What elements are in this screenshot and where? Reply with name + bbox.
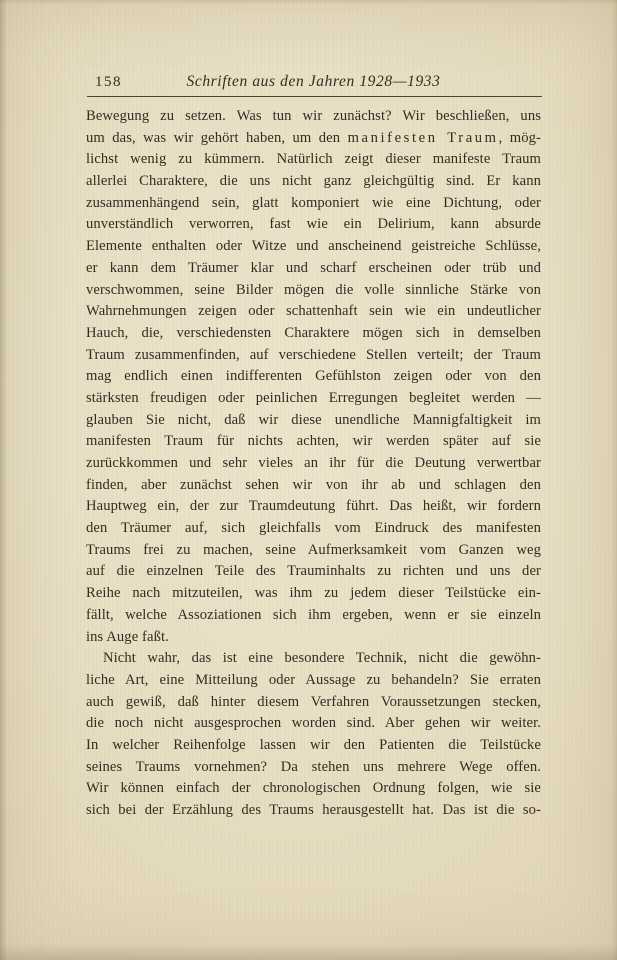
text-line: zusammenhängend sein, glatt komponiert wie eine Dichtung, oder [86,194,541,211]
text-line: er kann dem Träumer klar und scharf erscheinen oder trüb und [86,259,541,276]
text-line: die noch nicht ausgesprochen worden sind. Aber gehen wir weiter. [86,715,541,732]
text-line: verschwommen, seine Bilder mögen die volle sinnliche Stärke von [86,281,541,298]
page-text [86,106,541,822]
text-line: Nicht wahr, das ist eine besondere Technik, nicht die gewöhn- [103,650,541,667]
text-line: unverständlich verworren, fast wie ein Delirium, kann absurde [86,216,541,233]
page-number: 158 [95,74,122,90]
text-line: Hauptweg ein, der zur Traumdeutung führt. Das heißt, wir fordern [86,498,541,515]
text-line: In welcher Reihenfolge lassen wir den Patienten die Teilstücke [86,736,541,753]
text-line: Traums frei zu machen, seine Aufmerksamkeit vom Ganzen weg [86,541,541,558]
text-line: glauben Sie nicht, daß wir diese unendliche Mannigfaltigkeit im [86,411,541,428]
text-line: fällt, welche Assoziationen sich ihm ergeben, wenn er sie einzeln [86,606,541,623]
text-line: liche Art, eine Mitteilung oder Aussage zu behandeln? Sie erraten [86,671,541,688]
text-line: den Träumer auf, sich gleichfalls vom Eindruck des manifesten [86,520,541,537]
text-line: Elemente enthalten oder Witze und anscheinend geistreiche Schlüsse, [86,238,541,255]
text-line: auch gewiß, daß hinter diesem Verfahren Voraussetzungen stecken, [86,693,541,710]
text-line: allerlei Charaktere, die uns nicht ganz gleichgültig sind. Er kann [86,173,541,190]
text-line: sich bei der Erzählung des Traums herausgestellt hat. Das ist die so- [86,802,541,818]
header-rule [87,96,542,97]
text-line: stärksten freudigen oder peinlichen Erregungen begleitet werden — [86,389,541,406]
emphasized-spaced-text: manifesten Traum [347,129,499,146]
text-line: Hauch, die, verschiedensten Charaktere mögen sich in demselben [86,324,541,341]
text-line: um das, was wir gehört haben, um den manifesten Traum, mög- [86,129,541,146]
text-line: manifesten Traum für nichts achten, wir werden später auf sie [86,433,541,450]
running-title: Schriften aus den Jahren 1928—1933 [186,73,441,90]
text-line: Reihe nach mitzuteilen, was ihm zu jedem dieser Teilstücke ein- [86,585,541,602]
text-line: finden, aber zunächst sehen wir von ihr ab und schlagen den [86,476,541,493]
text-line: Wahrnehmungen zeigen oder schattenhaft sein wie ein undeutlicher [86,303,541,320]
text-line: Wir können einfach der chronologischen Ordnung folgen, wie sie [86,780,541,797]
text-line: Traum zusammenfinden, auf verschiedene Stellen verteilt; der Traum [86,346,541,363]
text-line: ins Auge faßt. [86,628,169,645]
page-header [86,72,541,96]
text-line: zurückkommen und sehr vieles an ihr für die Deutung verwertbar [86,455,541,471]
text-line: seines Traums vornehmen? Da stehen uns mehrere Wege offen. [86,758,541,775]
text-line: lichst wenig zu kümmern. Natürlich zeigt dieser manifeste Traum [86,151,541,168]
text-line: Bewegung zu setzen. Was tun wir zunächst? Wir beschließen, uns [86,108,541,124]
text-line: auf die einzelnen Teile des Trauminhalts zu richten und uns der [86,563,541,580]
text-line: mag endlich einen indifferenten Gefühlston zeigen oder von den [86,368,541,385]
